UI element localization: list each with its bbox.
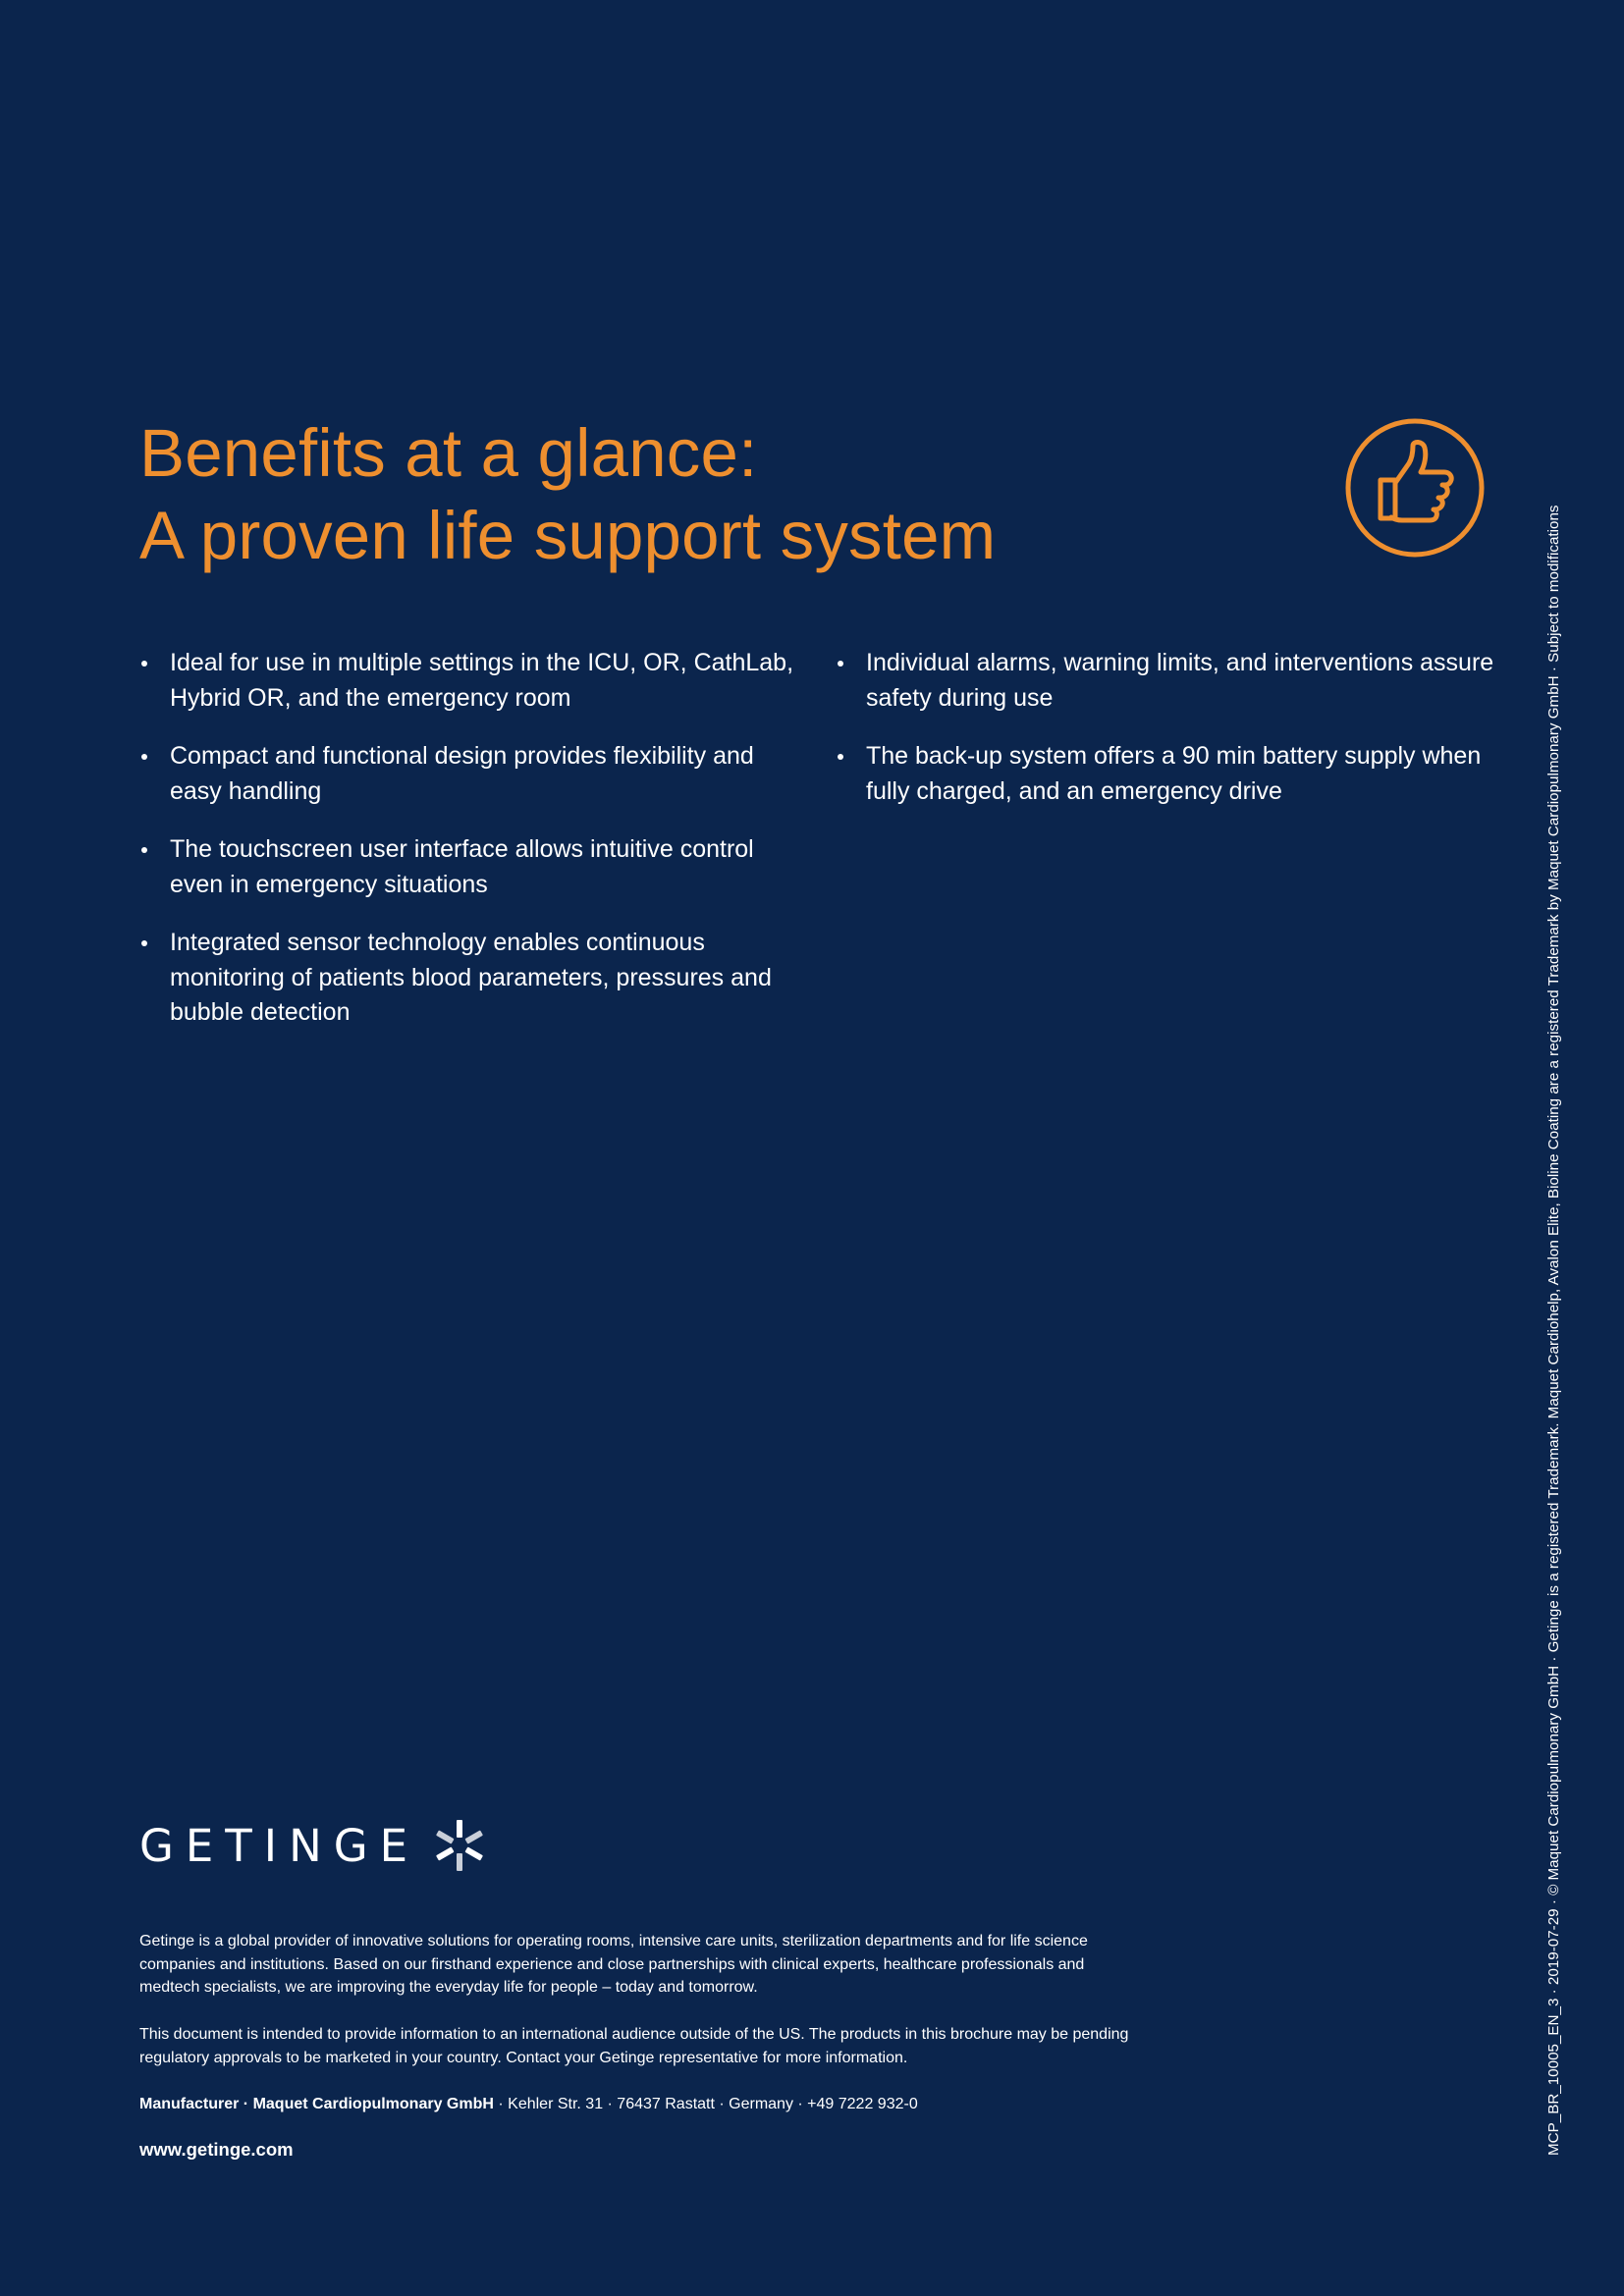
getinge-star-icon: [433, 1819, 486, 1872]
manufacturer-line: [139, 2093, 1141, 2116]
benefit-item: Integrated sensor technology enables continuous monitoring of patients blood parameters, pressures and bubble detection: [139, 926, 807, 1031]
thumbs-up-icon: [1345, 418, 1485, 558]
manufacturer-address: · Kehler Str. 31 · 76437 Rastatt · Germany · +49 7222 932-0: [493, 2096, 918, 2112]
benefits-list-left: [139, 646, 807, 1054]
page-title: [139, 412, 996, 577]
benefit-item: The back-up system offers a 90 min battery supply when fully charged, and an emergency drive: [836, 739, 1503, 809]
about-text: Getinge is a global provider of innovative solutions for operating rooms, intensive care units, sterilization departments and for life science companies and institutions. Based on our firsthand experience and close partnerships with clinical experts, healthcare professionals and medtech specialists, we are improving the everyday life for people – today and tomorrow.: [139, 1933, 1088, 1996]
manufacturer-label: Manufacturer · Maquet Cardiopulmonary GmbH: [139, 2096, 494, 2112]
benefit-item: Compact and functional design provides flexibility and easy handling: [139, 739, 807, 809]
title-line-1: Benefits at a glance:: [139, 415, 758, 491]
legal-side-note-text: MCP_BR_10005_EN_3 · 2019-07-29 · © Maquet Cardiopulmonary GmbH · Getinge is a registered Trademark. Maquet Cardiohelp, Avalon Elite, Bioline Coating are a registered Trademark by Maquet Cardiopulmonary GmbH · Subject to modifications: [1545, 505, 1562, 2156]
benefit-item: The touchscreen user interface allows intuitive control even in emergency situations: [139, 832, 807, 902]
benefits-list-right: [836, 646, 1503, 832]
disclaimer-text: This document is intended to provide information to an international audience outside of the US. The products in this brochure may be pending regulatory approvals to be marketed in your country. Contact your Getinge representative for more information.: [139, 2026, 1129, 2066]
getinge-logo: [139, 1818, 486, 1873]
title-line-2: A proven life support system: [139, 498, 997, 573]
benefit-item: Ideal for use in multiple settings in the ICU, OR, CathLab, Hybrid OR, and the emergency room: [139, 646, 807, 716]
benefit-item: Individual alarms, warning limits, and interventions assure safety during use: [836, 646, 1503, 716]
website-link[interactable]: www.getinge.com: [139, 2139, 294, 2160]
logo-wordmark: GETINGE: [139, 1819, 420, 1872]
legal-side-note: [1543, 289, 1565, 2156]
